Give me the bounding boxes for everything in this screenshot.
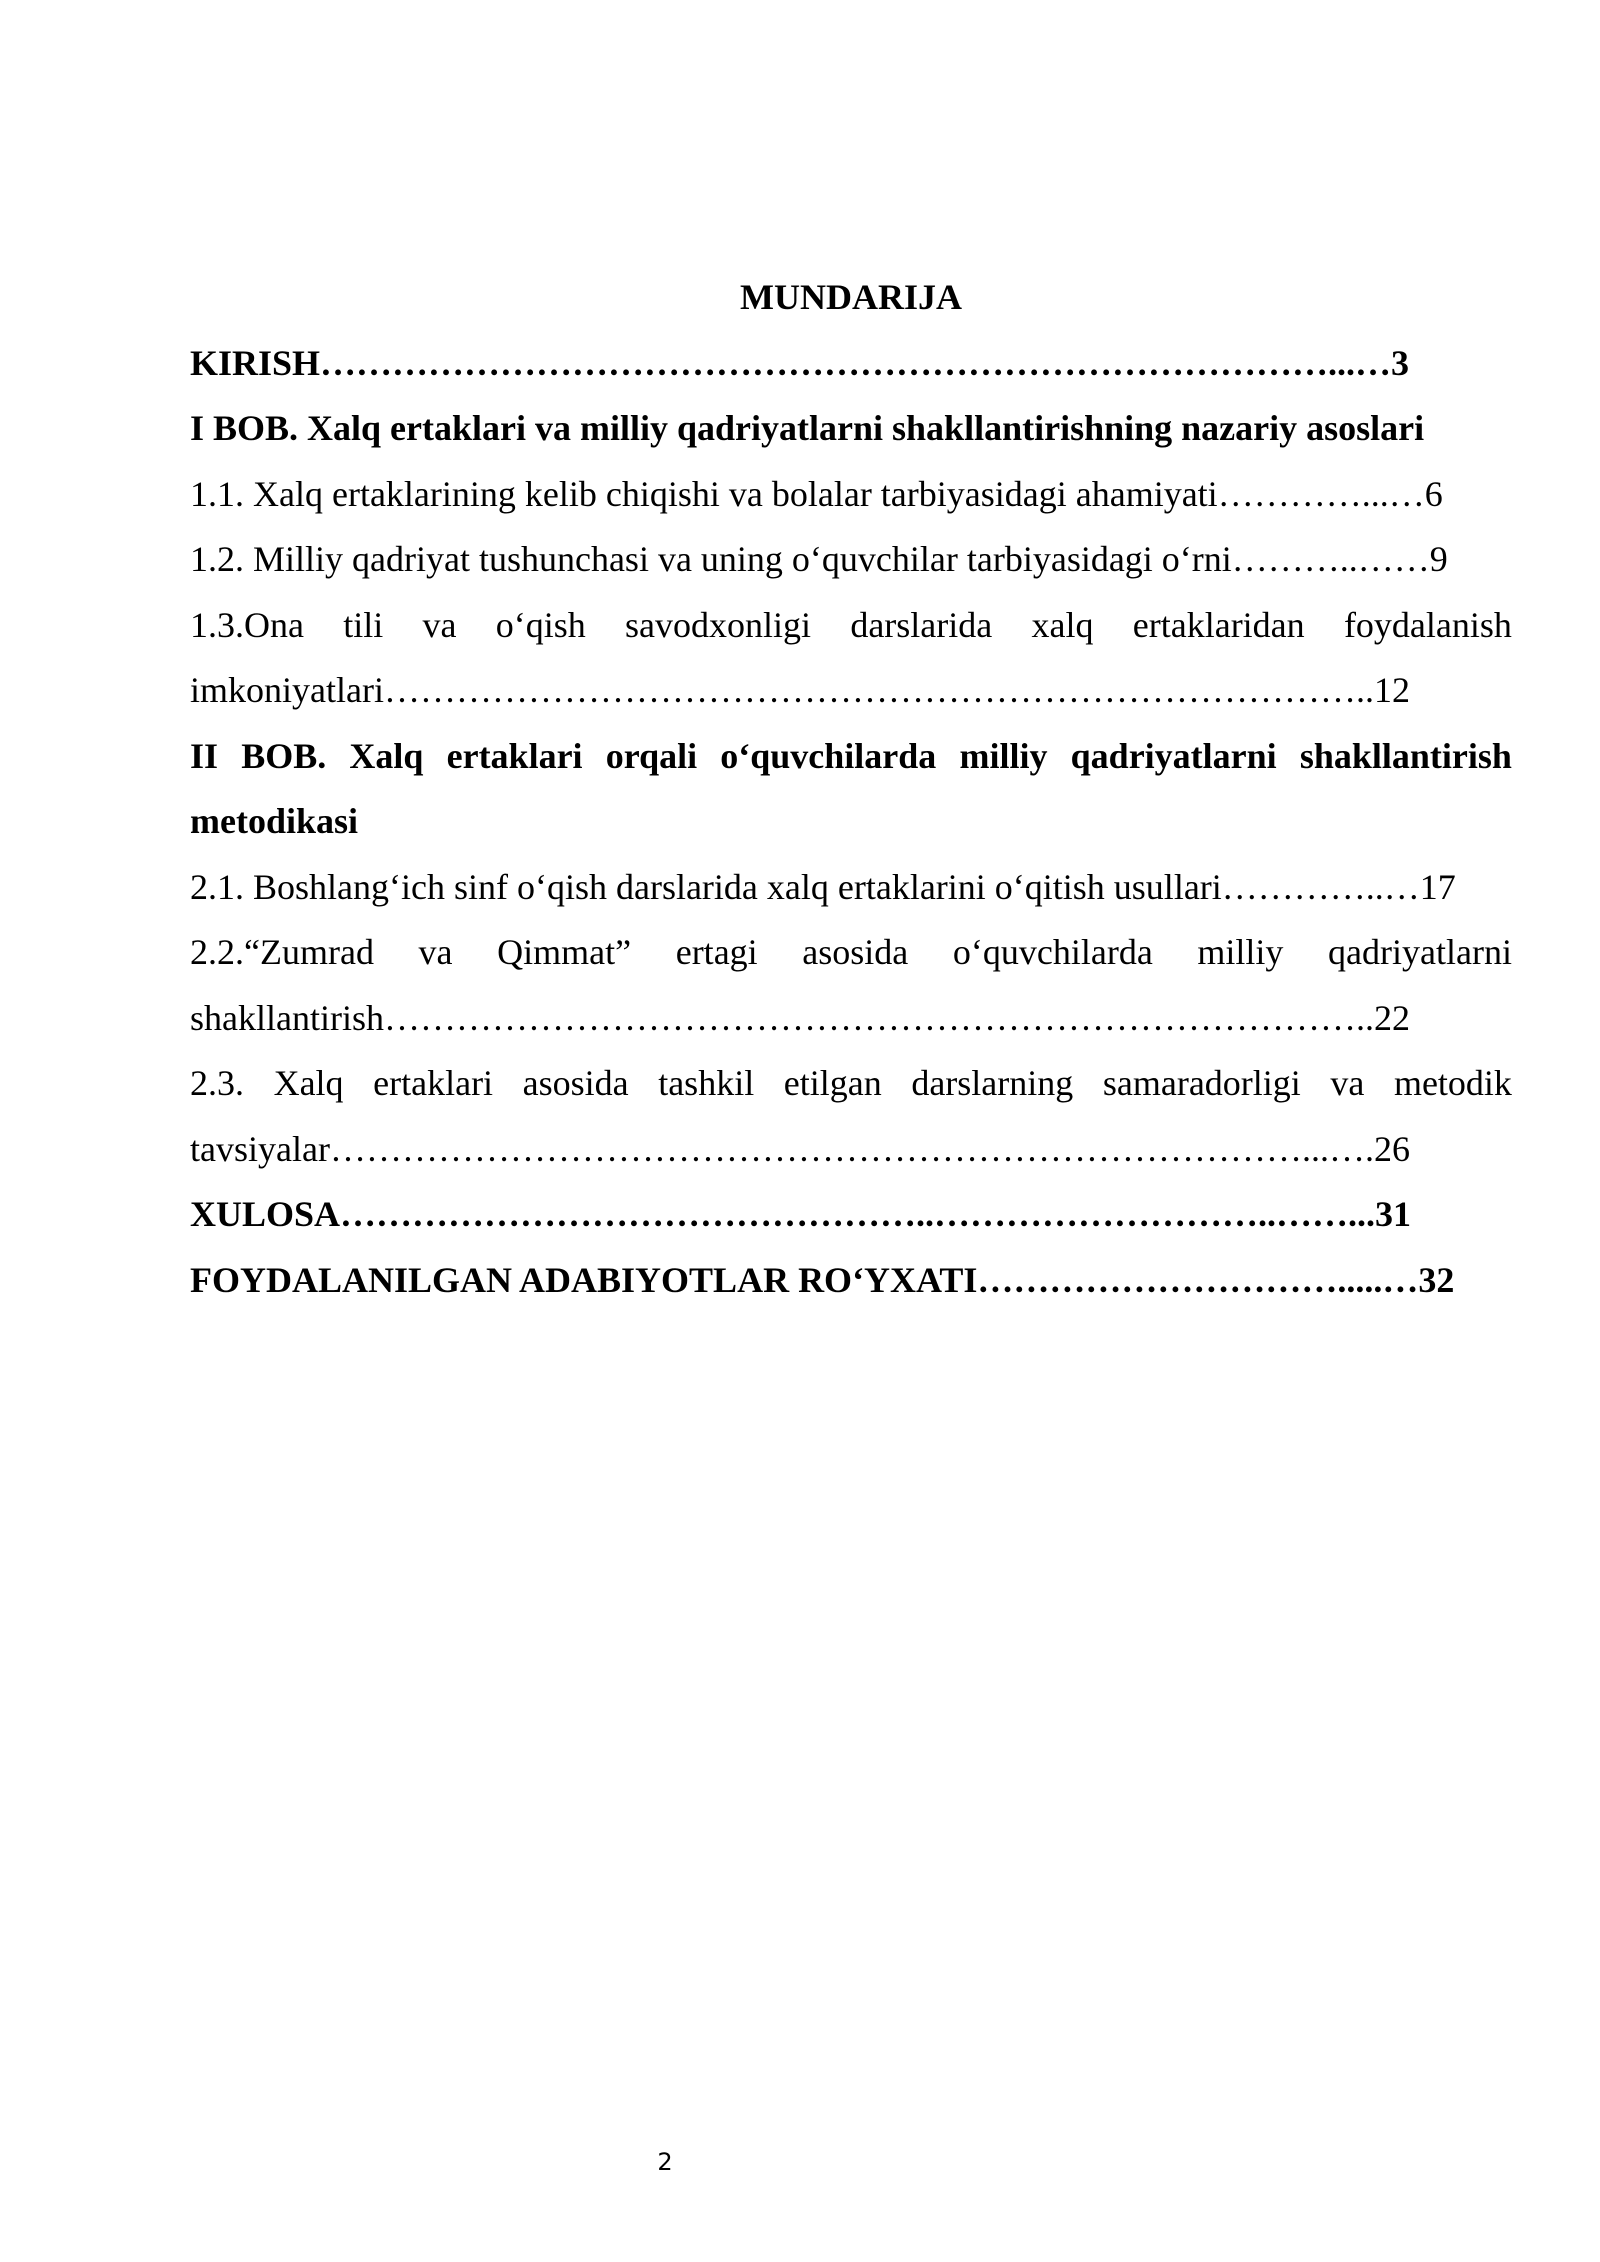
table-of-contents: [190, 265, 1512, 1313]
toc-word: BOB.: [241, 735, 327, 776]
toc-word: qadriyatlarni: [1328, 932, 1512, 972]
toc-entry-1-1: 1.1. Xalq ertaklarining kelib chiqishi va bolalar tarbiyasidagi ahamiyati…………...…6: [190, 473, 1443, 514]
toc-word: milliy: [1197, 932, 1284, 972]
toc-entry-1-2: 1.2. Milliy qadriyat tushunchasi va uning o‘quvchilar tarbiyasidagi o‘rni………..……9: [190, 539, 1448, 579]
toc-word: orqali: [605, 735, 698, 776]
toc-word: asosida: [522, 1063, 629, 1103]
toc-word: foydalanish: [1343, 604, 1512, 645]
toc-word: ertaklari: [373, 1063, 494, 1103]
toc-word: II: [190, 735, 219, 776]
toc-entry-references: FOYDALANILGAN ADABIYOTLAR RO‘YXATI………………………….....…32: [190, 1259, 1455, 1300]
toc-entry-xulosa: XULOSA…………………………………………..………………………..……...31: [190, 1194, 1412, 1234]
toc-entry-2-3-line-2: tavsiyalar………………………………………………………………………...….26: [190, 1128, 1410, 1169]
toc-word: qadriyatlarni: [1070, 735, 1277, 776]
toc-word: ertagi: [675, 932, 758, 972]
toc-word: ertaklaridan: [1132, 604, 1305, 645]
toc-word: va: [418, 932, 453, 972]
toc-chapter-2-heading-line-2: metodikasi: [190, 801, 359, 841]
toc-entry-2-2-line-2: shakllantirish………………………………………………………………………..22: [190, 997, 1410, 1038]
toc-chapter-1-heading: I BOB. Xalq ertaklari va milliy qadriyatlarni shakllantirishning nazariy asoslari: [190, 408, 1425, 448]
toc-word: milliy: [959, 735, 1048, 776]
toc-entry-2-1: 2.1. Boshlang‘ich sinf o‘qish darslarida xalq ertaklarini o‘qitish usullari…………..…17: [190, 866, 1456, 907]
toc-entry-1-3-line-1: [190, 593, 1512, 659]
toc-word: Xalq: [273, 1063, 344, 1103]
toc-word: savodxonligi: [625, 604, 812, 645]
toc-word: va: [422, 604, 457, 645]
toc-word: asosida: [802, 932, 909, 972]
toc-entry-2-3-line-1: [190, 1051, 1512, 1117]
toc-entry-1-3-line-2: imkoniyatlari………………………………………………………………………..12: [190, 670, 1410, 710]
toc-word: metodik: [1393, 1063, 1512, 1103]
toc-word: 2.2.“Zumrad: [190, 932, 374, 972]
toc-word: shakllantirish: [1299, 735, 1512, 776]
toc-word: Xalq: [349, 735, 424, 776]
toc-word: o‘quvchilarda: [720, 735, 937, 776]
toc-entry-2-2-line-1: [190, 920, 1512, 986]
toc-word: 1.3.Ona: [190, 604, 304, 645]
toc-word: Qimmat”: [497, 932, 632, 972]
toc-word: tashkil: [658, 1063, 755, 1103]
toc-word: etilgan: [783, 1063, 882, 1103]
toc-title: MUNDARIJA: [740, 277, 962, 317]
toc-word: darslarning: [911, 1063, 1074, 1103]
toc-word: o‘qish: [495, 604, 586, 645]
toc-word: ertaklari: [446, 735, 583, 776]
toc-word: 2.3.: [190, 1063, 244, 1103]
toc-entry-kirish: KIRISH…………………………………………………………………………...…3: [190, 342, 1410, 383]
toc-word: o‘quvchilarda: [952, 932, 1153, 972]
toc-word: va: [1330, 1063, 1365, 1103]
toc-word: samaradorligi: [1102, 1063, 1301, 1103]
page-number: 2: [657, 2148, 673, 2176]
toc-chapter-2-heading-line-1: [190, 724, 1512, 790]
toc-word: darslarida: [850, 604, 993, 645]
toc-word: xalq: [1031, 604, 1094, 645]
toc-word: tili: [343, 604, 384, 645]
